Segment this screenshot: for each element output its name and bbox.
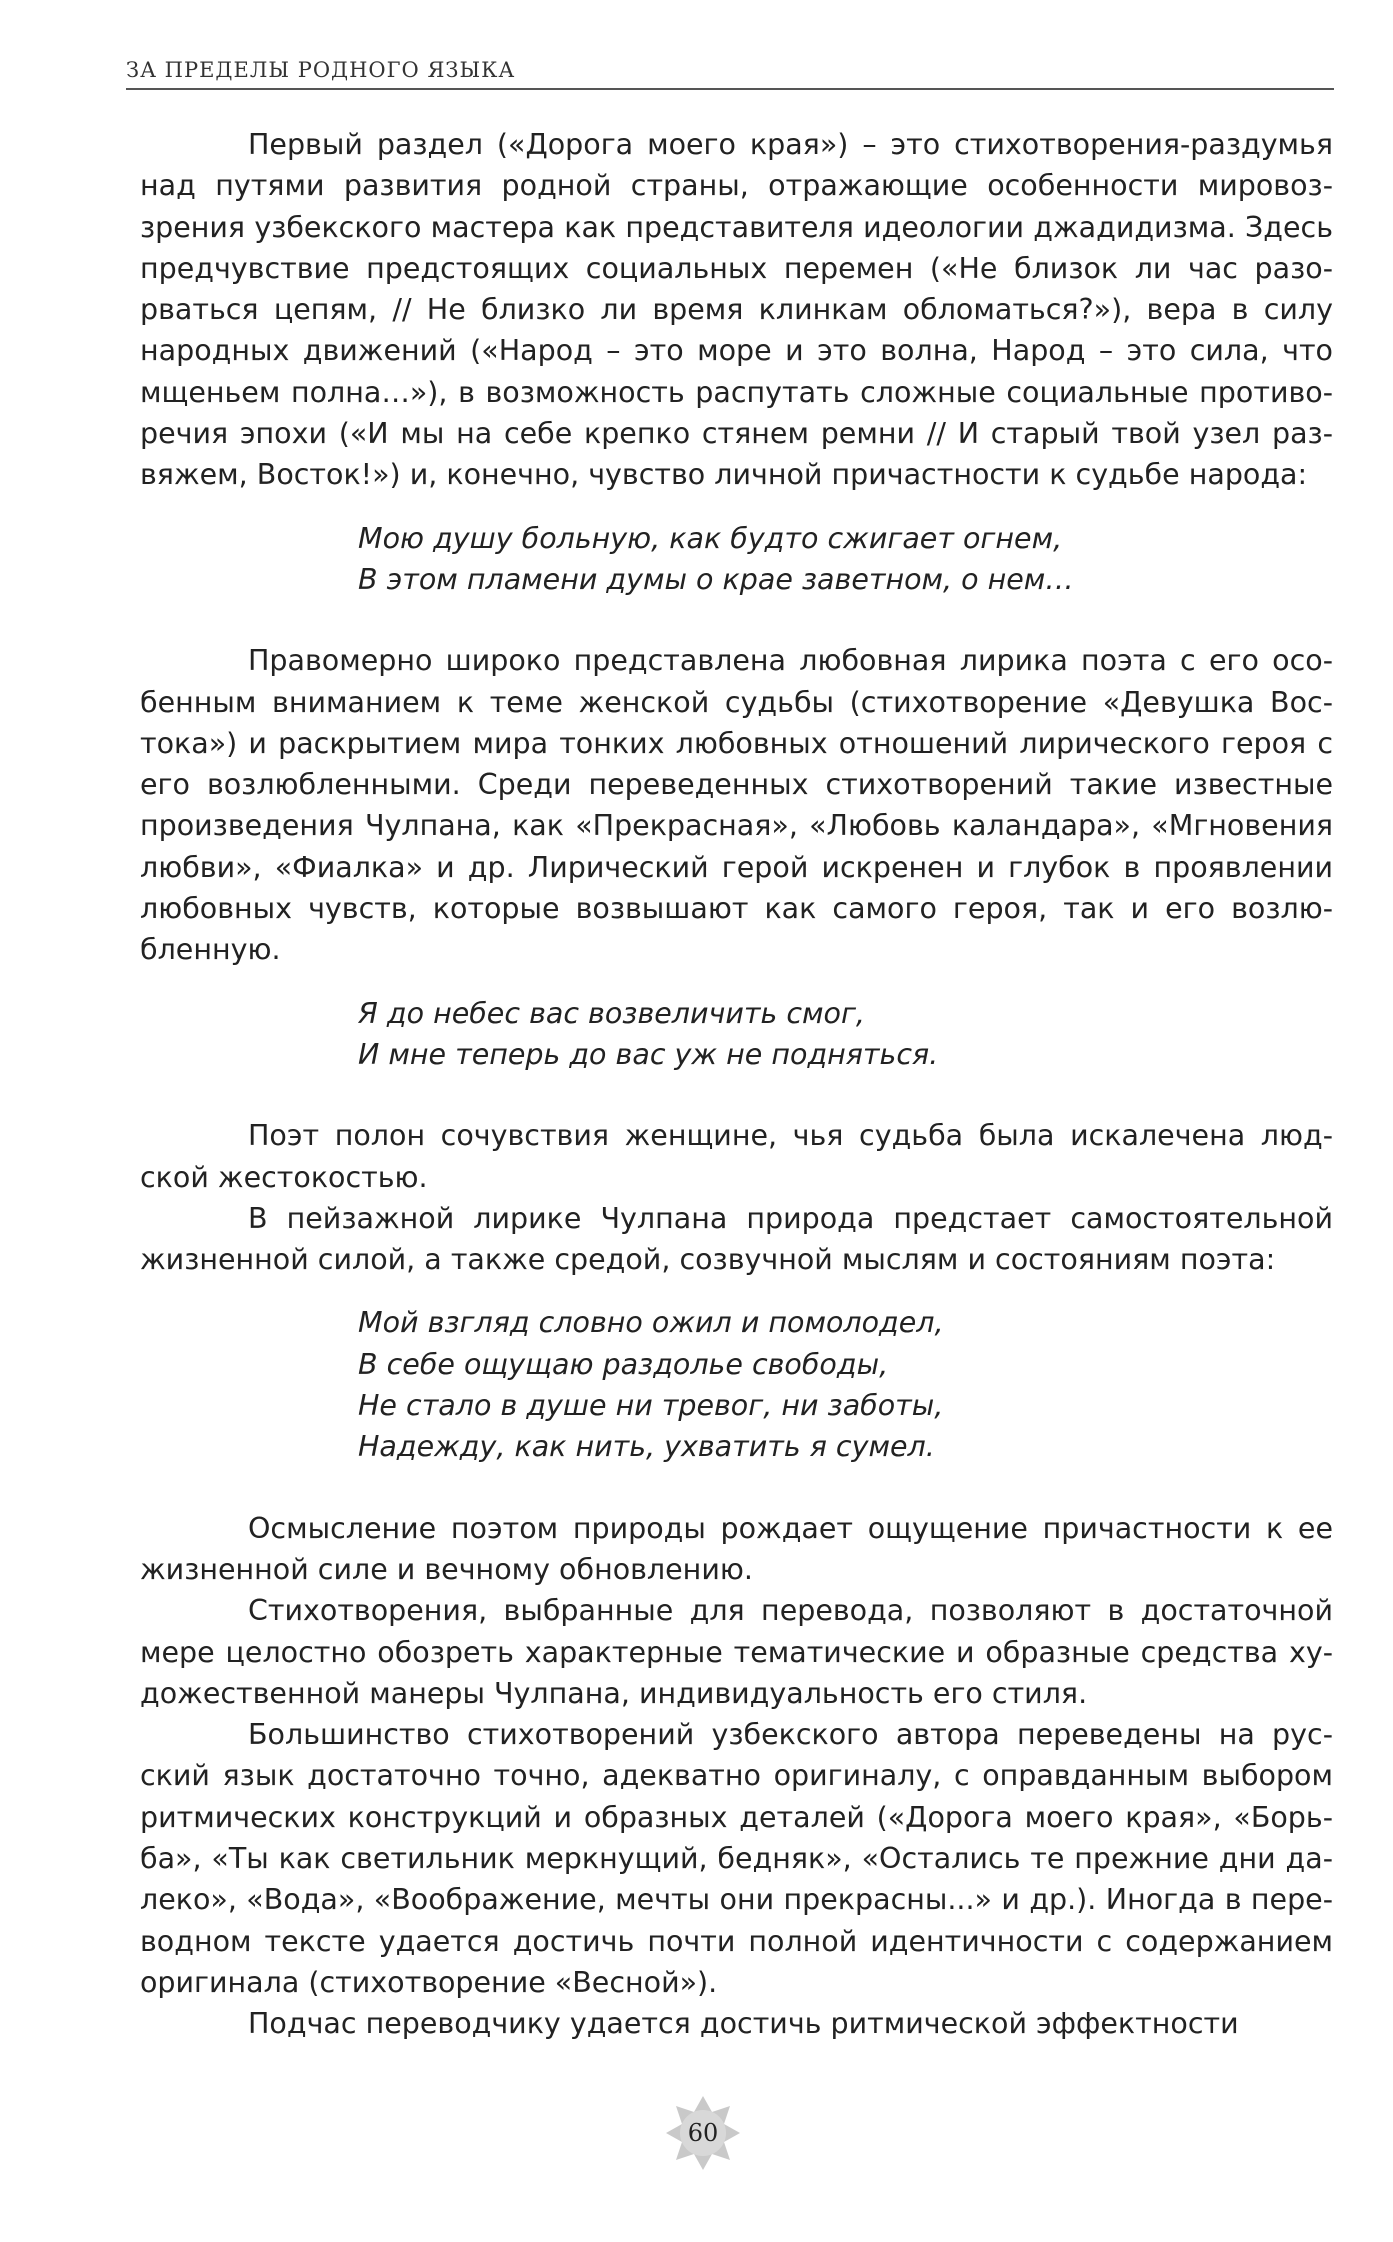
paragraph-2: Правомерно широко представлена любовная лирика поэта с его особенным вниманием к теме женской судьбы (стихотворение «Девушка Востока») и раскрытием мира тонких любовных отношений лирического героя с его возлюбленными. Среди переведенных стихотворений такие известные произведения Чулпана, как «Прекрасная», «Любовь каландара», «Мгновения любви», «Фиалка» и др. Лирический герой искренен и глубок в проявлении любовных чувств, которые возвышают как самого героя, так и его возлюбленную. [140, 644, 1333, 967]
verse-line: Мою душу больную, как будто сжигает огнем, [358, 521, 1063, 555]
verse-quote-2 [358, 993, 1333, 1076]
verse-line: В этом пламени думы о крае заветном, о нем… [358, 562, 1074, 596]
verse-quote-3 [358, 1302, 1333, 1467]
paragraph-8: Подчас переводчику удается достичь ритмической эффектности [248, 2007, 1239, 2041]
running-header: ЗА ПРЕДЕЛЫ РОДНОГО ЯЗЫКА [126, 58, 516, 82]
body-text [140, 124, 1333, 2044]
page-number-badge [664, 2094, 742, 2172]
paragraph-7: Большинство стихотворений узбекского автора переведены на русский язык достаточно точно, адекватно оригиналу, с оправданным выбором ритмических конструкций и образных деталей («Дорога моего края», «Борьба», «Ты как светильник меркнущий, бедняк», «Остались те прежние дни далеко», «Вода», «Воображение, мечты они прекрасны...» и др.). Иногда в переводном тексте удается достичь почти полной идентичности с содержанием оригинала (стихотворение «Весной»). [140, 1718, 1333, 1999]
verse-line: Я до небес вас возвеличить смог, [358, 996, 865, 1030]
verse-line: И мне теперь до вас уж не подняться. [358, 1037, 939, 1071]
verse-line: Не стало в душе ни тревог, ни заботы, [358, 1389, 944, 1423]
paragraph-3: Поэт полон сочувствия женщине, чья судьба была искалечена людской жестокостью. [140, 1119, 1333, 1194]
verse-line: В себе ощущаю раздолье свободы, [358, 1347, 889, 1381]
paragraph-6: Стихотворения, выбранные для перевода, позволяют в достаточной мере целостно обозреть характерные тематические и образные средства художественной манеры Чулпана, индивидуальность его стиля. [140, 1594, 1333, 1710]
header-rule [126, 88, 1334, 90]
verse-line: Мой взгляд словно ожил и помолодел, [358, 1306, 944, 1340]
verse-quote-1 [358, 518, 1333, 601]
verse-line: Надежду, как нить, ухватить я сумел. [358, 1430, 935, 1464]
paragraph-5: Осмысление поэтом природы рождает ощущение причастности к ее жизненной силе и вечному обновлению. [140, 1511, 1333, 1586]
paragraph-1: Первый раздел («Дорога моего края») – это стихотворения-раздумья над путями развития родной страны, отражающие особенности мировоззрения узбекского мастера как представителя идеологии джадидизма. Здесь предчувствие предстоящих социальных перемен («Не близок ли час разорваться цепям, // Не близко ли время клинкам обломаться?»), вера в силу народных движений («Народ – это море и это волна, Народ – это сила, что мщеньем полна…»), в возможность распутать сложные социальные противоречия эпохи («И мы на себе крепко стянем ремни // И старый твой узел развяжем, Восток!») и, конечно, чувство личной причастности к судьбе народа: [140, 128, 1333, 492]
paragraph-4: В пейзажной лирике Чулпана природа предстает самостоятельной жизненной силой, а также средой, созвучной мыслям и состояниям поэта: [140, 1201, 1333, 1277]
page-number: 60 [687, 2119, 719, 2147]
